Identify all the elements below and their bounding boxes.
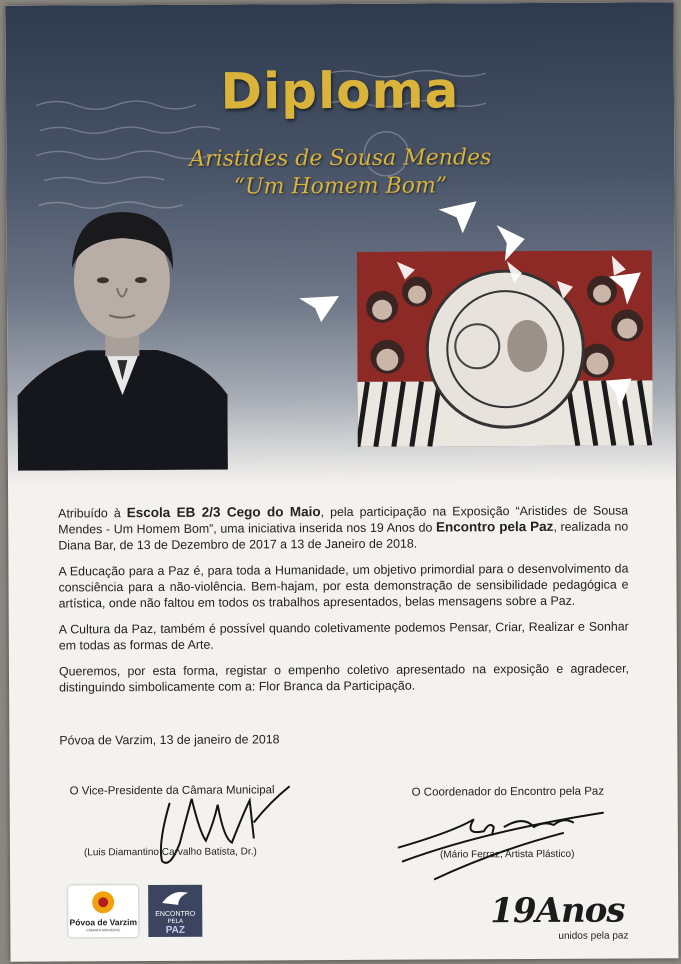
diploma-page: [6, 2, 679, 961]
paper-dove-icon: [493, 223, 527, 263]
diploma-body: [58, 503, 629, 706]
paper-dove-icon: [603, 376, 633, 410]
paper-dove-icon: [297, 294, 341, 324]
paper-dove-icon: [437, 199, 479, 235]
anniversary-logo: 19Anos: [490, 890, 625, 932]
paper-dove-icon: [607, 270, 643, 306]
encontro-logo: [148, 885, 202, 937]
body-paragraph-2: A Educação para a Paz é, para toda a Humanidade, um objetivo primordial para o desenvolvimento da consciência para a não-violência. Bem-hajam, por esta demonstração de sensibilidade pedagógica e artística, onde não faltou em todos os trabalhos apresentados, belas mensagens sobre a Paz.: [58, 561, 629, 611]
portrait-image: [16, 180, 228, 471]
body-paragraph-1: [58, 503, 628, 554]
diploma-title: Diploma: [220, 61, 460, 121]
subtitle-quote: “Um Homem Bom”: [233, 173, 448, 200]
municipality-logo-subtext: CÂMARA MUNICIPAL: [86, 928, 121, 933]
municipality-emblem-icon: [68, 887, 138, 917]
left-signatory-role: O Vice-Presidente da Câmara Municipal: [69, 784, 275, 798]
left-signatory-name: (Luis Diamantino Carvalho Batista, Dr.): [83, 846, 257, 859]
encontro-logo-text-2: PELA: [167, 918, 183, 925]
municipality-logo: [68, 885, 138, 937]
place-date: Póvoa de Varzim, 13 de janeiro de 2018: [59, 732, 280, 748]
municipality-logo-text: Póvoa de Varzim: [69, 917, 138, 928]
body-text-span: , realizada no Diana Bar, de 13 de Dezembro de 2017 a 13 de Janeiro de 2018.: [58, 519, 629, 553]
body-text-span: , pela participação na Exposição “Aristides de Sousa Mendes - Um Homem Bom”, uma iniciativa inserida nos 19 Anos do: [58, 503, 629, 537]
event-name: Encontro pela Paz: [435, 518, 554, 535]
encontro-logo-text-3: PAZ: [165, 924, 185, 936]
right-signature-icon: [394, 801, 614, 882]
school-name: Escola EB 2/3 Cego do Maio: [126, 504, 321, 521]
body-paragraph-4: Queremos, por esta forma, registar o empenho coletivo apresentado na exposição e agradecer, distinguindo simbolicamente com a: Flor Branca da Participação.: [58, 661, 630, 695]
body-text-span: Atribuído à: [58, 506, 127, 521]
dove-icon: [148, 887, 202, 911]
body-paragraph-3: A Cultura da Paz, também é possível quando coletivamente podemos Pensar, Criar, Realizar e Sonhar em todas as formas de Arte.: [58, 619, 629, 653]
right-signatory-name: (Mário Ferraz, Artista Plástico): [439, 848, 575, 861]
right-signatory-role: O Coordenador do Encontro pela Paz: [411, 785, 605, 799]
anniversary-tagline: unidos pela paz: [558, 930, 629, 942]
encontro-logo-text-1: ENCONTRO: [155, 910, 196, 918]
subtitle-name: Aristides de Sousa Mendes: [189, 145, 492, 172]
